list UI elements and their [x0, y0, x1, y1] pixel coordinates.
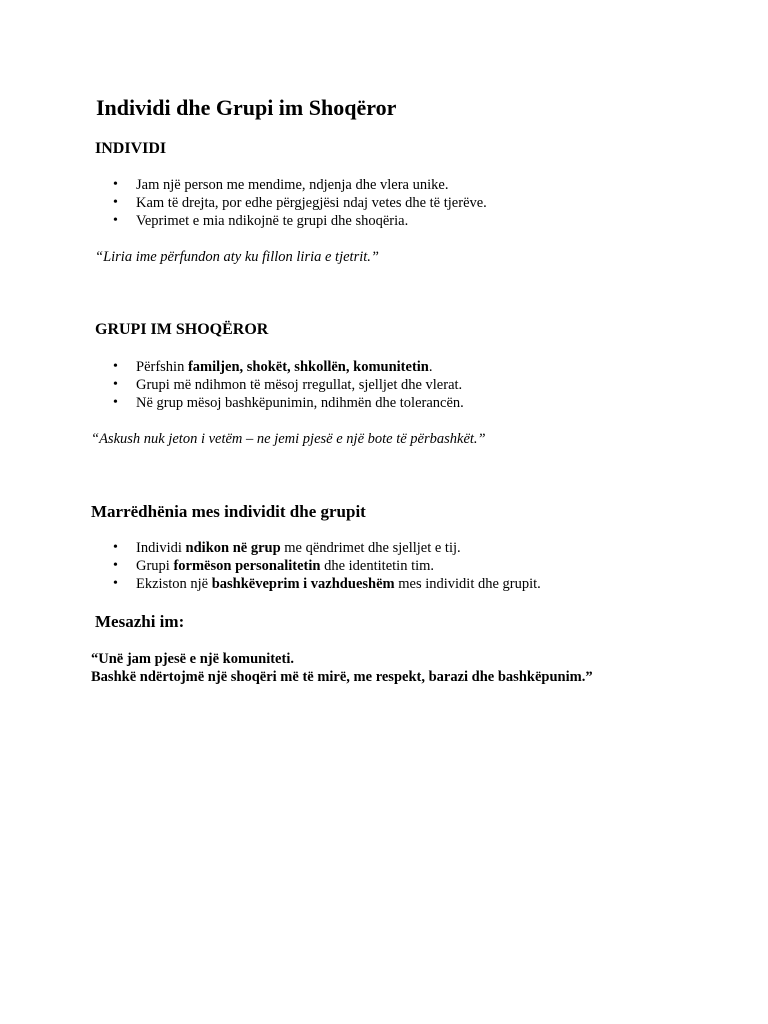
- item-text: Grupi më ndihmon të mësoj rregullat, sjelljet dhe vlerat.: [136, 377, 463, 393]
- quote-grupi: “Askush nuk jeton i vetëm – ne jemi pjesë e një bote të përbashkët.”: [91, 431, 486, 447]
- list-item: [113, 194, 487, 212]
- item-text: Jam një person me mendime, ndjenja dhe vlera unike.: [136, 177, 449, 193]
- list-item: [113, 358, 464, 376]
- bullet-icon: •: [113, 213, 118, 228]
- item-text: Ekziston një: [136, 576, 212, 592]
- section-heading-grupi: GRUPI IM SHOQËROR: [95, 321, 269, 338]
- item-text: dhe identitetin tim.: [320, 558, 435, 574]
- message-line-2: Bashkë ndërtojmë një shoqëri më të mirë, me respekt, barazi dhe bashkëpunim.”: [91, 669, 593, 685]
- bullet-icon: •: [113, 195, 118, 210]
- item-text: Në grup mësoj bashkëpunimin, ndihmën dhe tolerancën.: [136, 395, 464, 411]
- list-item: [113, 539, 541, 557]
- document-title: Individi dhe Grupi im Shoqëror: [96, 95, 397, 120]
- list-item: [113, 575, 541, 593]
- bullet-icon: •: [113, 177, 118, 192]
- list-item: [113, 212, 487, 230]
- bullet-icon: •: [113, 540, 118, 555]
- quote-individi: “Liria ime përfundon aty ku fillon liria e tjetrit.”: [95, 249, 379, 265]
- item-text: mes individit dhe grupit.: [394, 576, 541, 592]
- bold-text: bashkëveprim i vazhdueshëm: [211, 576, 395, 592]
- item-text: Grupi: [136, 558, 174, 574]
- bullet-icon: •: [113, 558, 118, 573]
- section-heading-mesazhi: Mesazhi im:: [95, 612, 185, 631]
- bullet-list-marredhenia: [113, 539, 541, 593]
- item-text: me qëndrimet dhe sjelljet e tij.: [280, 540, 461, 556]
- bullet-list-grupi: [113, 358, 464, 412]
- list-item: [113, 557, 541, 575]
- message-line-1: “Unë jam pjesë e një komuniteti.: [91, 651, 294, 667]
- list-item: [113, 176, 487, 194]
- bullet-icon: •: [113, 377, 118, 392]
- item-text: Veprimet e mia ndikojnë te grupi dhe shoqëria.: [136, 213, 409, 229]
- list-item: [113, 394, 464, 412]
- section-heading-individi: INDIVIDI: [95, 140, 167, 157]
- list-item: [113, 376, 464, 394]
- bullet-icon: •: [113, 576, 118, 591]
- item-text: Individi: [136, 540, 186, 556]
- bullet-icon: •: [113, 359, 118, 374]
- bullet-list-individi: [113, 176, 487, 230]
- item-text: Kam të drejta, por edhe përgjegjësi ndaj vetes dhe të tjerëve.: [136, 195, 487, 211]
- bullet-icon: •: [113, 395, 118, 410]
- item-text: .: [428, 359, 433, 375]
- bold-text: ndikon në grup: [185, 540, 281, 556]
- bold-text: formëson personalitetin: [173, 558, 321, 574]
- bold-text: familjen, shokët, shkollën, komunitetin: [187, 359, 429, 375]
- section-heading-marredhenia: Marrëdhënia mes individit dhe grupit: [91, 502, 366, 521]
- item-text: Përfshin: [136, 359, 188, 375]
